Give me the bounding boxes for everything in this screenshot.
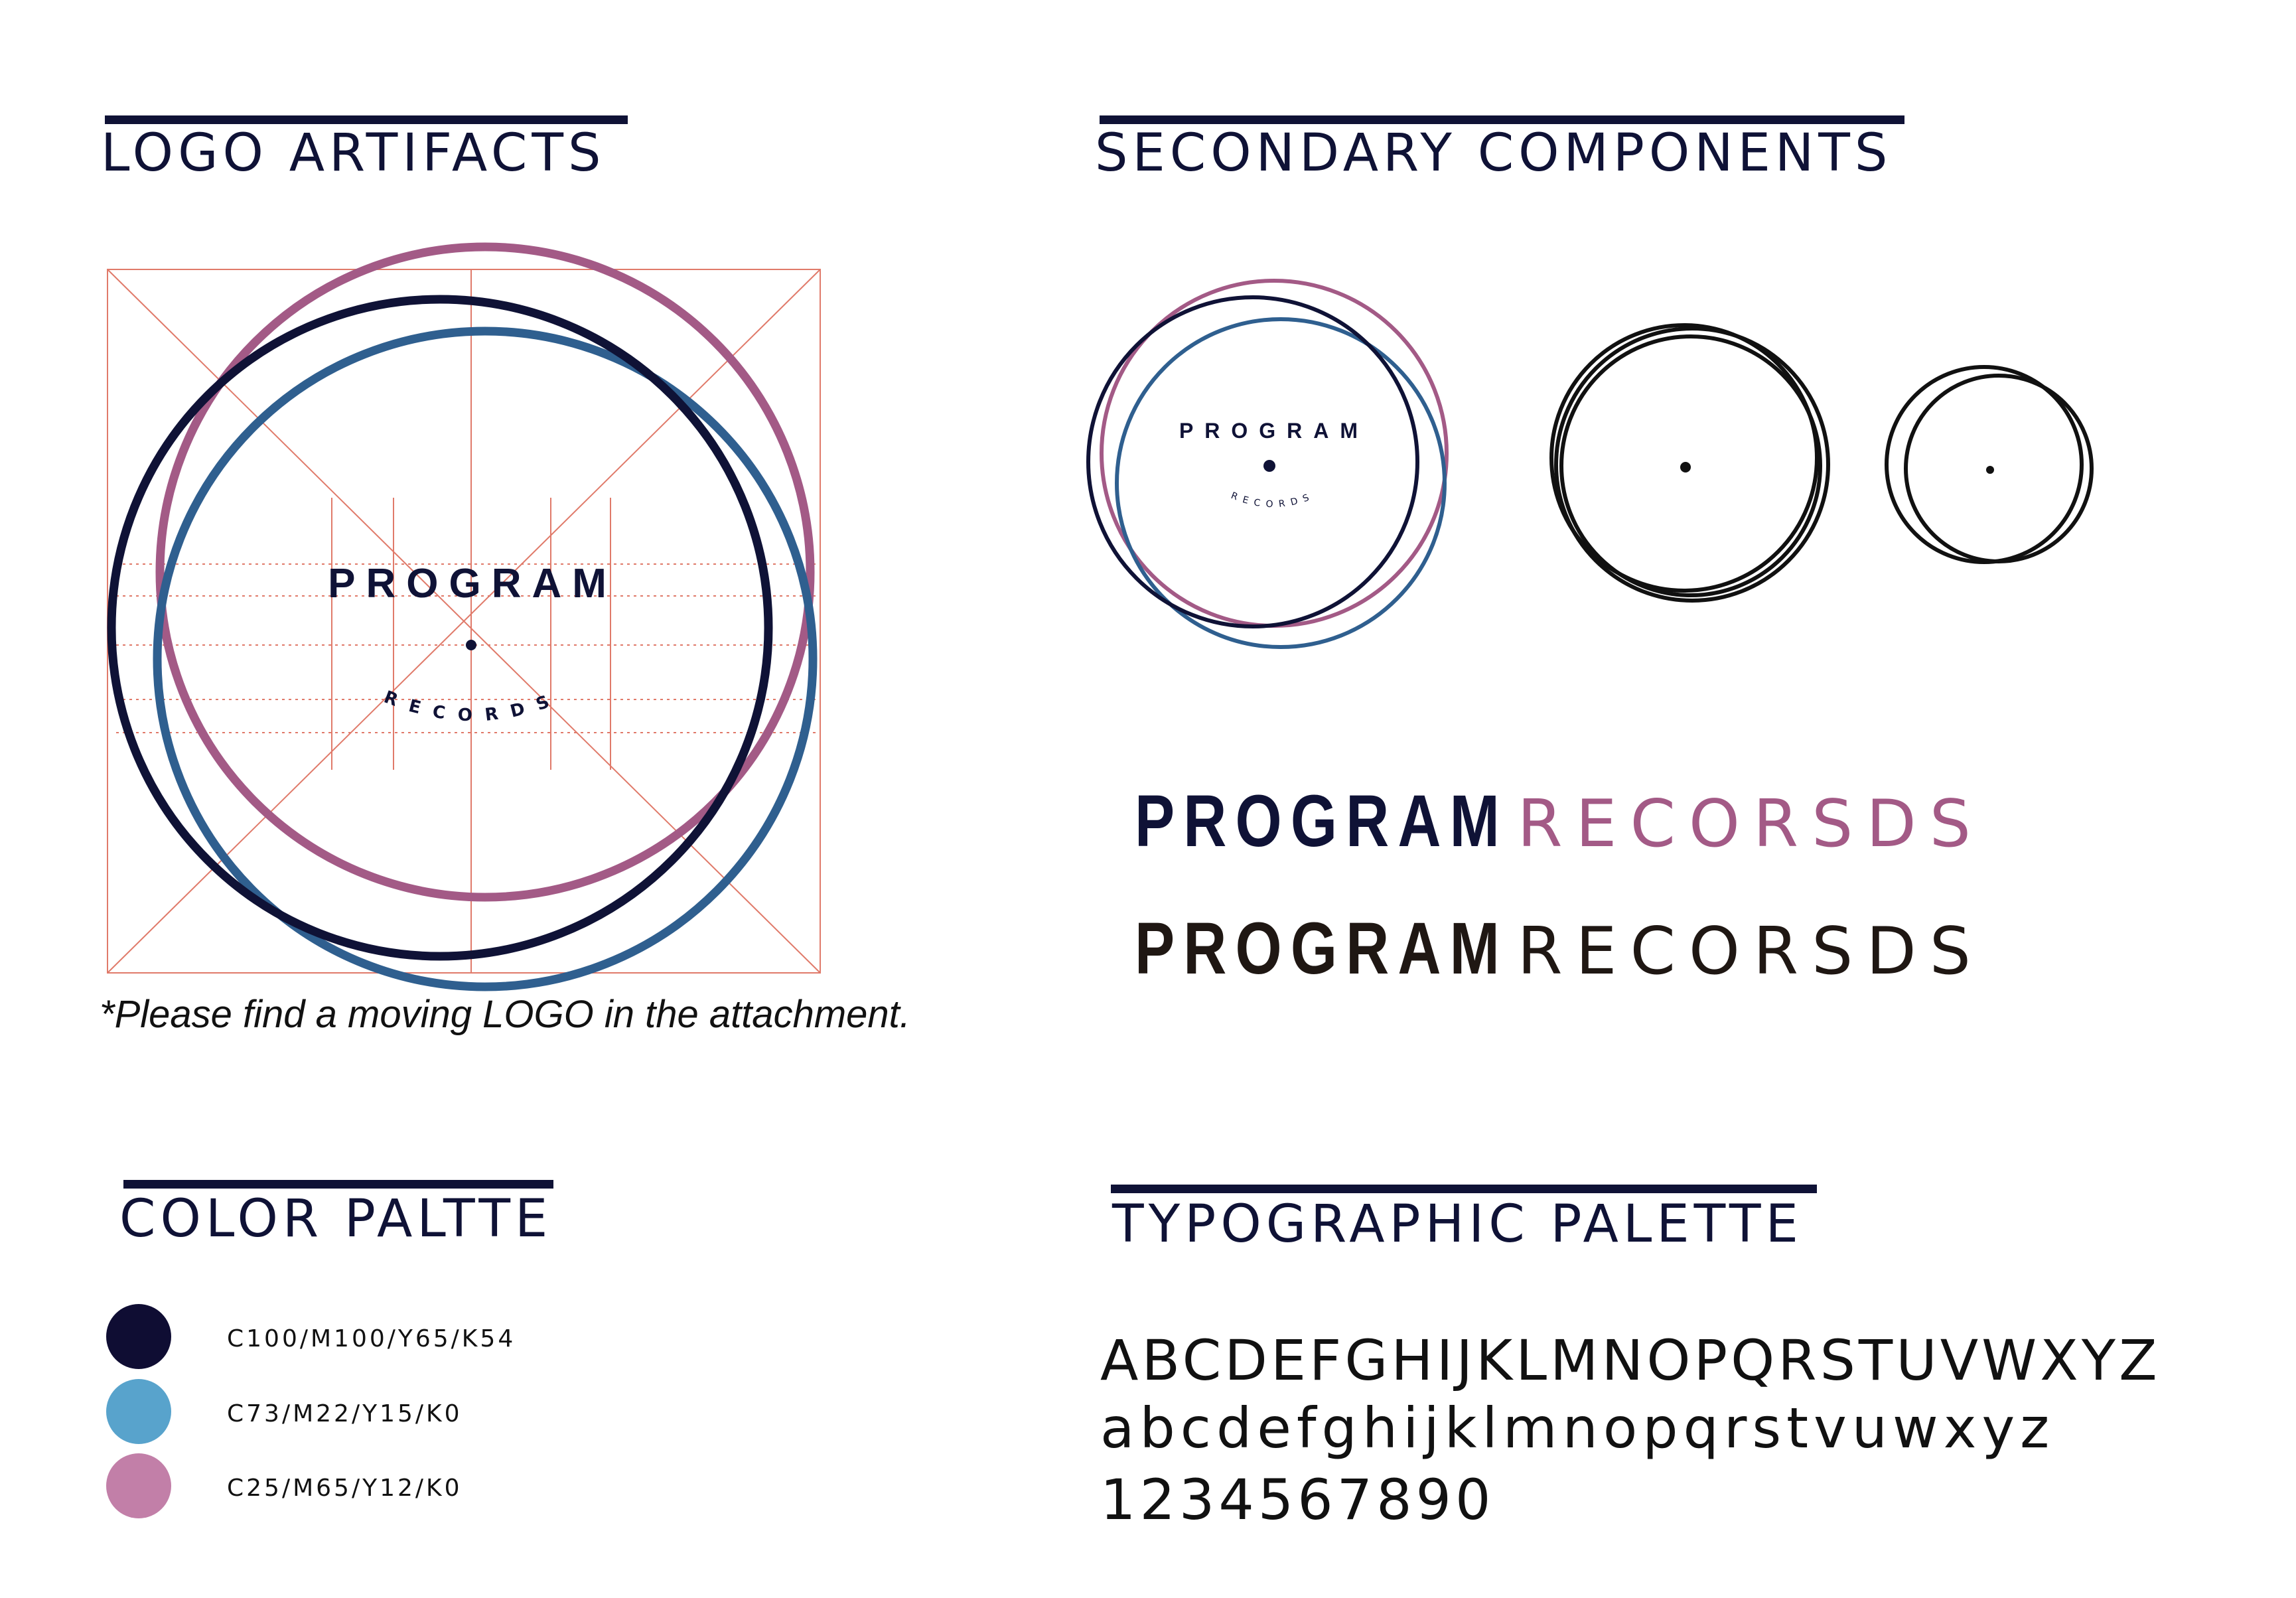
wordmark-mono <box>1135 908 1984 989</box>
wordmark-mono-light: RECORSDS <box>1517 914 1984 989</box>
type-uppercase: ABCDEFGHIJKLMNOPQRSTUVWXYZ <box>1100 1328 2161 1393</box>
type-lowercase: abcdefghijklmnopqrstvuwxyz <box>1100 1396 2055 1461</box>
logo-word: PROGRAM <box>328 561 617 607</box>
badge-ring-navy <box>1088 297 1417 626</box>
swatch-navy <box>106 1304 171 1369</box>
logo-center-dot <box>466 640 476 650</box>
wordmark-color-strong: PROGRAM <box>1135 780 1508 862</box>
badge-ring-blue <box>1117 319 1445 647</box>
swatch-navy-label: C100/M100/Y65/K54 <box>227 1325 516 1352</box>
logo-ring-navy <box>111 299 768 956</box>
badge-center-dot <box>1263 460 1275 472</box>
badge-sub-path: RECORDS <box>1229 490 1317 510</box>
color-palette-title: COLOR PALTTE <box>119 1189 553 1249</box>
logo-caption: *Please find a moving LOGO in the attachment. <box>100 993 910 1036</box>
badge-medium-dot <box>1680 462 1691 472</box>
color-palette-rule <box>123 1180 553 1189</box>
swatch-blue-label: C73/M22/Y15/K0 <box>227 1400 463 1427</box>
typographic-palette-rule <box>1111 1185 1817 1193</box>
secondary-components-title: SECONDARY COMPONENTS <box>1095 123 1893 183</box>
swatch-blue <box>106 1379 171 1444</box>
wordmark-color <box>1135 780 1984 862</box>
badge-outline-small <box>1887 367 2092 562</box>
swatch-mauve <box>106 1453 171 1518</box>
badge-outline-medium <box>1551 325 1828 601</box>
badge-word: PROGRAM <box>1179 419 1370 443</box>
wordmark-color-light: RECORSDS <box>1517 786 1984 862</box>
type-digits: 1234567890 <box>1100 1467 1495 1532</box>
wordmark-mono-strong: PROGRAM <box>1135 908 1508 989</box>
logo-sub-path: RECORDS <box>381 687 565 726</box>
logo-ring-blue <box>157 331 813 987</box>
swatch-mauve-label: C25/M65/Y12/K0 <box>227 1475 463 1502</box>
badge-sub-text <box>1230 490 1317 510</box>
typographic-palette-title: TYPOGRAPHIC PALETTE <box>1112 1195 1803 1254</box>
badge-small-dot <box>1986 466 1994 474</box>
logo-artifacts-title: LOGO ARTIFACTS <box>101 123 606 183</box>
